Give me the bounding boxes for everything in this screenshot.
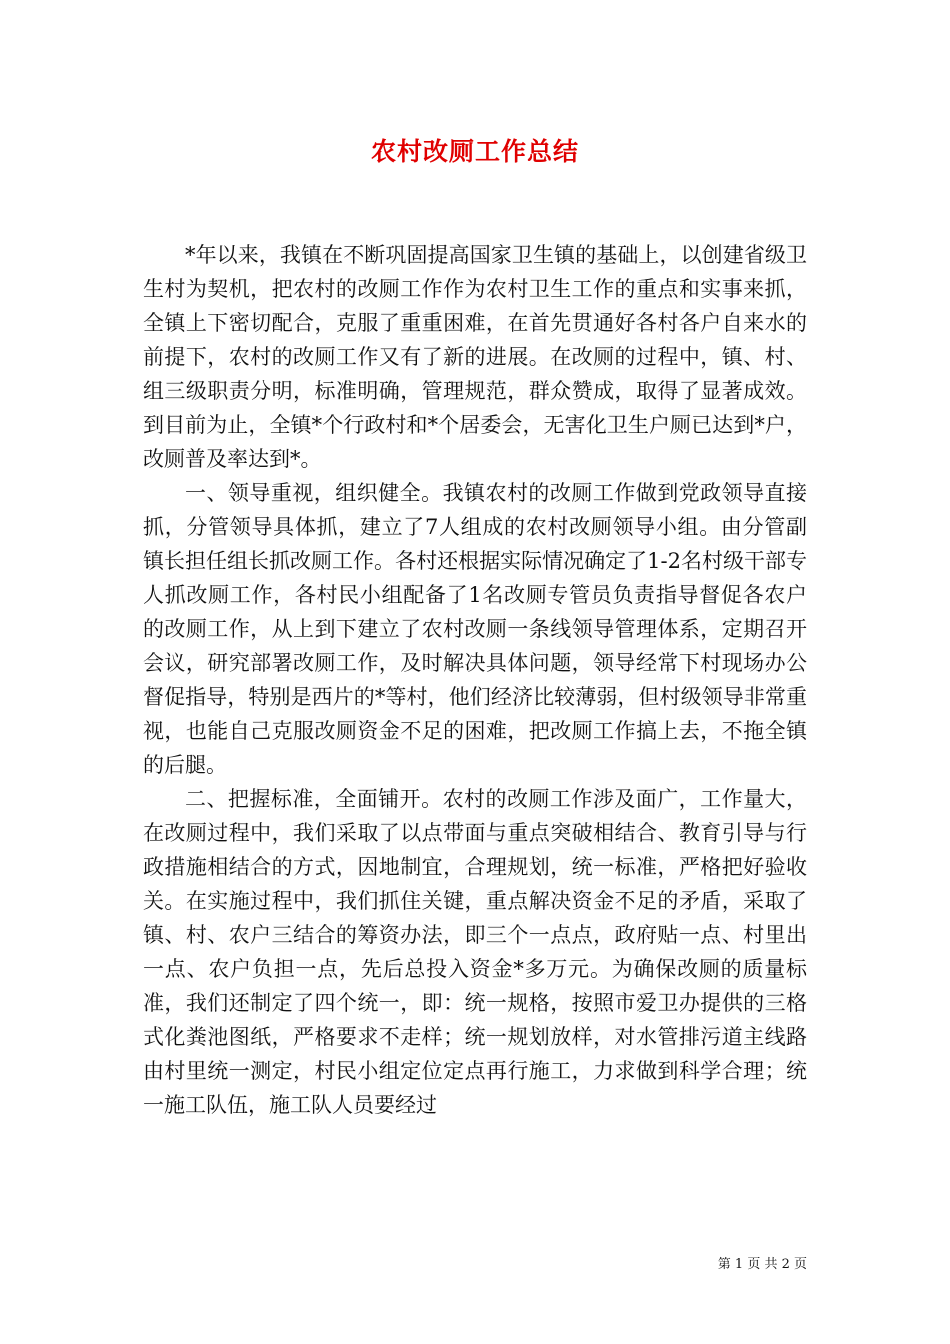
- paragraph-intro: *年以来，我镇在不断巩固提高国家卫生镇的基础上，以创建省级卫生村为契机，把农村的改厕工作作为农村卫生工作的重点和实事来抓，全镇上下密切配合，克服了重重困难，在首先贯通好各村各户自来水的前提下，农村的改厕工作又有了新的进展。在改厕的过程中，镇、村、组三级职责分明，标准明确，管理规范，群众赞成，取得了显著成效。到目前为止，全镇*个行政村和*个居委会，无害化卫生户厕已达到*户，改厕普及率达到*。: [143, 243, 807, 471]
- document-title: 农村改厕工作总结: [370, 137, 579, 166]
- paragraph-section-2: 二、把握标准，全面铺开。农村的改厕工作涉及面广，工作量大，在改厕过程中，我们采取了以点带面与重点突破相结合、教育引导与行政措施相结合的方式，因地制宜，合理规划，统一标准，严格把好验收关。在实施过程中，我们抓住关键，重点解决资金不足的矛盾，采取了镇、村、农户三结合的筹资办法，即三个一点点，政府贴一点、村里出一点、农户负担一点，先后总投入资金*多万元。为确保改厕的质量标准，我们还制定了四个统一，即：统一规格，按照市爱卫办提供的三格式化粪池图纸，严格要求不走样；统一规划放样，对水管排污道主线路由村里统一测定，村民小组定位定点再行施工，力求做到科学合理；统一施工队伍，施工队人员要经过: [143, 787, 807, 1117]
- page-number: 第 1 页 共 2 页: [717, 1257, 807, 1272]
- paragraph-section-1: 一、领导重视，组织健全。我镇农村的改厕工作做到党政领导直接抓，分管领导具体抓，建立了7人组成的农村改厕领导小组。由分管副镇长担任组长抓改厕工作。各村还根据实际情况确定了1-2名村级干部专人抓改厕工作，各村民小组配备了1名改厕专管员负责指导督促各农户的改厕工作，从上到下建立了农村改厕一条线领导管理体系，定期召开会议，研究部署改厕工作，及时解决具体问题，领导经常下村现场办公督促指导，特别是西片的*等村，他们经济比较薄弱，但村级领导非常重视，也能自己克服改厕资金不足的困难，把改厕工作搞上去，不拖全镇的后腿。: [143, 481, 807, 777]
- document-body: [143, 238, 807, 1122]
